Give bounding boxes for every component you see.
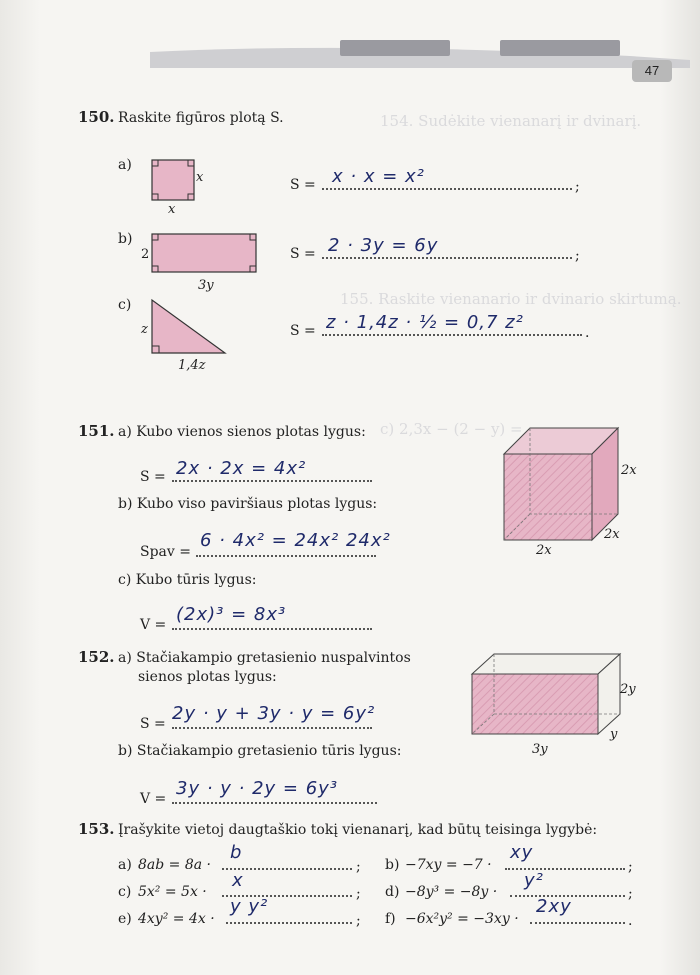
- edge-label: 2x: [604, 527, 620, 542]
- equation: −8y³ = −8y ·: [405, 884, 498, 900]
- exercise-number: 153.: [78, 820, 115, 838]
- punctuation: ;: [575, 179, 580, 195]
- handwritten-answer: xy: [510, 842, 534, 863]
- handwritten-answer: z · 1,4z · ½ = 0,7 z²: [326, 312, 524, 333]
- header-decoration: [150, 34, 690, 74]
- handwritten-answer: b: [230, 842, 243, 863]
- edge-label: 3y: [532, 742, 548, 757]
- question-text: sienos plotas lygus:: [138, 669, 277, 685]
- handwritten-answer: y y²: [230, 896, 269, 917]
- edge-label: 2y: [620, 682, 636, 697]
- formula: S =: [140, 716, 166, 732]
- page-number: 47: [632, 60, 672, 82]
- formula: V =: [140, 791, 167, 807]
- punctuation: ;: [356, 859, 361, 875]
- item-label: b): [118, 231, 133, 247]
- edge-label: 2x: [621, 463, 637, 478]
- equation: 8ab = 8a ·: [138, 857, 212, 873]
- triangle-figure: [150, 298, 230, 358]
- answer-line: [226, 918, 352, 924]
- handwritten-answer: 2x · 2x = 4x²: [176, 458, 307, 479]
- question-text: a) Kubo vienos sienos plotas lygus:: [118, 424, 366, 440]
- exercise-title: Įrašykite vietoj daugtaškio tokį vienanarį, kad būtų teisinga lygybė:: [118, 822, 598, 838]
- exercise-number: 152.: [78, 648, 115, 666]
- handwritten-answer: x · x = x²: [332, 166, 425, 187]
- handwritten-answer: 2xy: [536, 896, 572, 917]
- punctuation: .: [585, 325, 590, 341]
- formula: Spav =: [140, 544, 191, 560]
- ghost-text: c) 2,3x − (2 − y) =: [380, 420, 523, 438]
- answer-line: [505, 864, 625, 870]
- equation: 5x² = 5x ·: [138, 884, 207, 900]
- ghost-text: 154. Sudėkite vienanarį ir dvinarį.: [380, 112, 642, 130]
- equation: 4xy² = 4x ·: [138, 911, 215, 927]
- handwritten-answer: 2y · y + 3y · y = 6y²: [172, 703, 376, 724]
- item-label: c): [118, 884, 132, 900]
- handwritten-answer: (2x)³ = 8x³: [176, 604, 287, 625]
- rectangle-figure: [150, 232, 260, 277]
- item-label: f): [385, 911, 396, 927]
- handwritten-answer: y²: [524, 870, 544, 891]
- edge-label: 2x: [536, 543, 552, 558]
- item-label: d): [385, 884, 400, 900]
- question-text: b) Kubo viso paviršiaus plotas lygus:: [118, 496, 378, 512]
- side-label: 3y: [198, 278, 214, 293]
- exercise-number: 150.: [78, 108, 115, 126]
- side-label: x: [196, 170, 204, 185]
- side-label: 1,4z: [178, 358, 206, 373]
- formula: S =: [140, 469, 166, 485]
- ghost-text: 155. Raskite vienanario ir dvinario skirtumą.: [340, 290, 682, 308]
- item-label: a): [118, 857, 132, 873]
- formula: S =: [290, 323, 316, 339]
- exercise-number: 151.: [78, 422, 115, 440]
- question-text: a) Stačiakampio gretasienio nuspalvintos: [118, 650, 411, 666]
- box-figure: [468, 652, 628, 742]
- punctuation: ;: [628, 859, 633, 875]
- handwritten-answer: 6 · 4x² = 24x² 24x²: [200, 530, 391, 551]
- handwritten-answer: 2 · 3y = 6y: [328, 235, 439, 256]
- edge-label: y: [610, 727, 618, 742]
- formula: V =: [140, 617, 167, 633]
- answer-line: [530, 918, 625, 924]
- item-label: e): [118, 911, 132, 927]
- punctuation: ;: [356, 886, 361, 902]
- header-swoosh-icon: [150, 34, 690, 74]
- question-text: b) Stačiakampio gretasienio tūris lygus:: [118, 743, 402, 759]
- equation: −6x²y² = −3xy ·: [405, 911, 519, 927]
- handwritten-answer: x: [232, 870, 244, 891]
- answer-line: [196, 551, 376, 557]
- exercise-title: Raskite figūros plotą S.: [118, 110, 284, 126]
- punctuation: ;: [356, 913, 361, 929]
- formula: S =: [290, 177, 316, 193]
- formula: S =: [290, 246, 316, 262]
- question-text: c) Kubo tūris lygus:: [118, 572, 257, 588]
- side-label: x: [168, 202, 176, 217]
- punctuation: .: [628, 913, 633, 929]
- punctuation: ;: [628, 886, 633, 902]
- side-label: z: [141, 322, 148, 337]
- item-label: a): [118, 157, 132, 173]
- item-label: b): [385, 857, 400, 873]
- punctuation: ;: [575, 248, 580, 264]
- equation: −7xy = −7 ·: [405, 857, 492, 873]
- item-label: c): [118, 297, 132, 313]
- side-label: 2: [141, 247, 150, 262]
- handwritten-answer: 3y · y · 2y = 6y³: [176, 778, 339, 799]
